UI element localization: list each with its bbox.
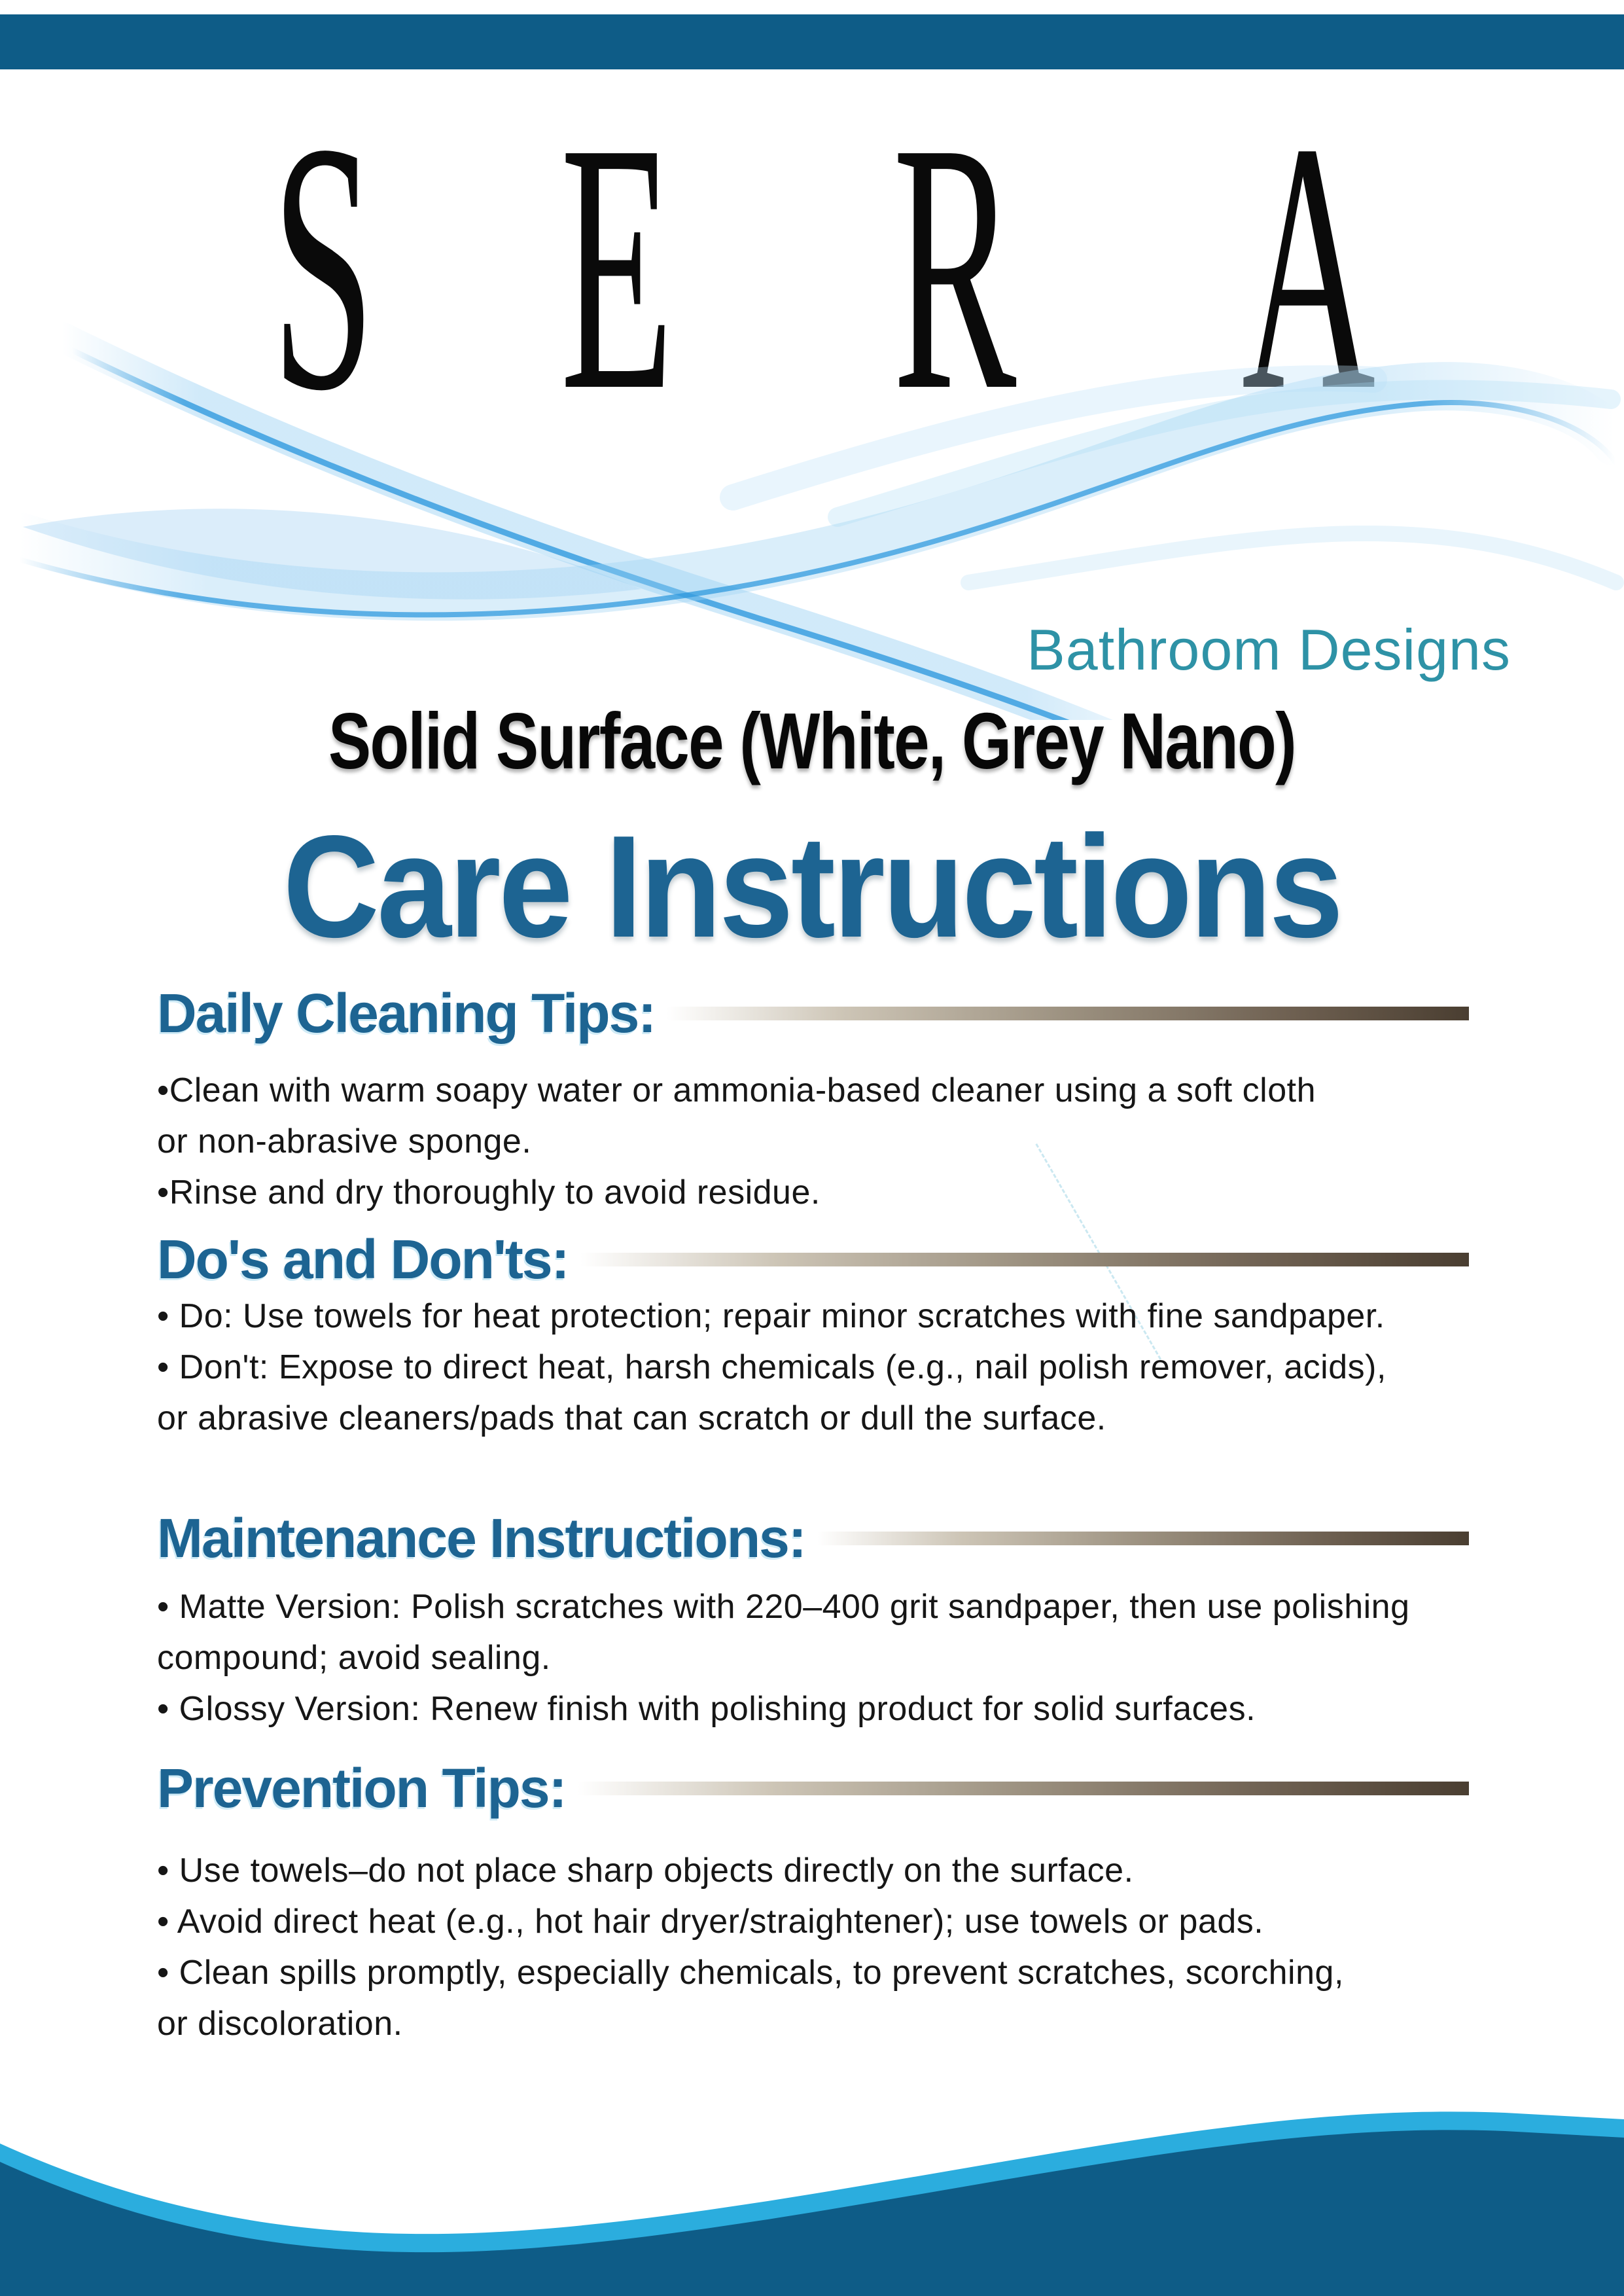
section-body-prevention <box>157 1845 1506 2049</box>
section-divider-rule <box>667 1007 1469 1020</box>
wave-leaf <box>23 509 641 599</box>
section-divider-rule <box>817 1532 1469 1545</box>
section-body-daily-cleaning <box>157 1065 1506 1218</box>
body-line: •Rinse and dry thoroughly to avoid residue. <box>157 1174 821 1211</box>
section-header-daily-cleaning <box>157 982 1469 1045</box>
section-heading: Do's and Don'ts: <box>157 1229 569 1290</box>
body-line: •Clean with warm soapy water or ammonia-based cleaner using a soft cloth <box>157 1071 1316 1109</box>
body-line: • Matte Version: Polish scratches with 220–400 grit sandpaper, then use polishing <box>157 1588 1410 1626</box>
product-subtitle: Solid Surface (White, Grey Nano) <box>328 696 1296 785</box>
body-line: • Do: Use towels for heat protection; repair minor scratches with fine sandpaper. <box>157 1297 1385 1335</box>
brand-tagline: Bathroom Designs <box>1027 617 1511 682</box>
section-header-prevention <box>157 1757 1469 1820</box>
section-heading: Maintenance Instructions: <box>157 1507 805 1569</box>
body-line: • Don't: Expose to direct heat, harsh chemicals (e.g., nail polish remover, acids), <box>157 1348 1386 1386</box>
section-divider-rule <box>580 1253 1469 1266</box>
body-line: or non-abrasive sponge. <box>157 1122 532 1160</box>
logo-letter: E <box>560 69 674 464</box>
brand-logo <box>0 0 1624 464</box>
logo-letter: R <box>892 69 1017 464</box>
footer-wave-dark-fill <box>0 2130 1624 2296</box>
logo-letter: A <box>1242 69 1376 464</box>
section-divider-rule <box>578 1782 1469 1795</box>
section-heading: Prevention Tips: <box>157 1757 566 1819</box>
section-body-maintenance <box>157 1581 1506 1734</box>
body-line: • Use towels–do not place sharp objects directly on the surface. <box>157 1852 1134 1890</box>
body-line: • Glossy Version: Renew finish with polishing product for solid surfaces. <box>157 1690 1256 1728</box>
wave-echo <box>968 533 1616 583</box>
wave-core-arc <box>20 403 1616 615</box>
logo-letter: S <box>272 69 375 464</box>
section-header-dos-donts <box>157 1228 1469 1291</box>
body-line: • Avoid direct heat (e.g., hot hair dryer/straightener); use towels or pads. <box>157 1903 1264 1941</box>
body-line: • Clean spills promptly, especially chemicals, to prevent scratches, scorching, <box>157 1954 1344 1992</box>
body-line: or abrasive cleaners/pads that can scratch or dull the surface. <box>157 1399 1106 1437</box>
section-body-dos-donts <box>157 1291 1506 1444</box>
page-title: Care Instructions <box>283 806 1341 968</box>
footer-wave-light-band <box>0 2111 1624 2296</box>
footer-wave-graphic <box>0 2021 1624 2296</box>
section-header-maintenance <box>157 1507 1469 1570</box>
body-line: or discoloration. <box>157 2005 403 2043</box>
body-line: compound; avoid sealing. <box>157 1639 551 1677</box>
section-heading: Daily Cleaning Tips: <box>157 982 656 1044</box>
